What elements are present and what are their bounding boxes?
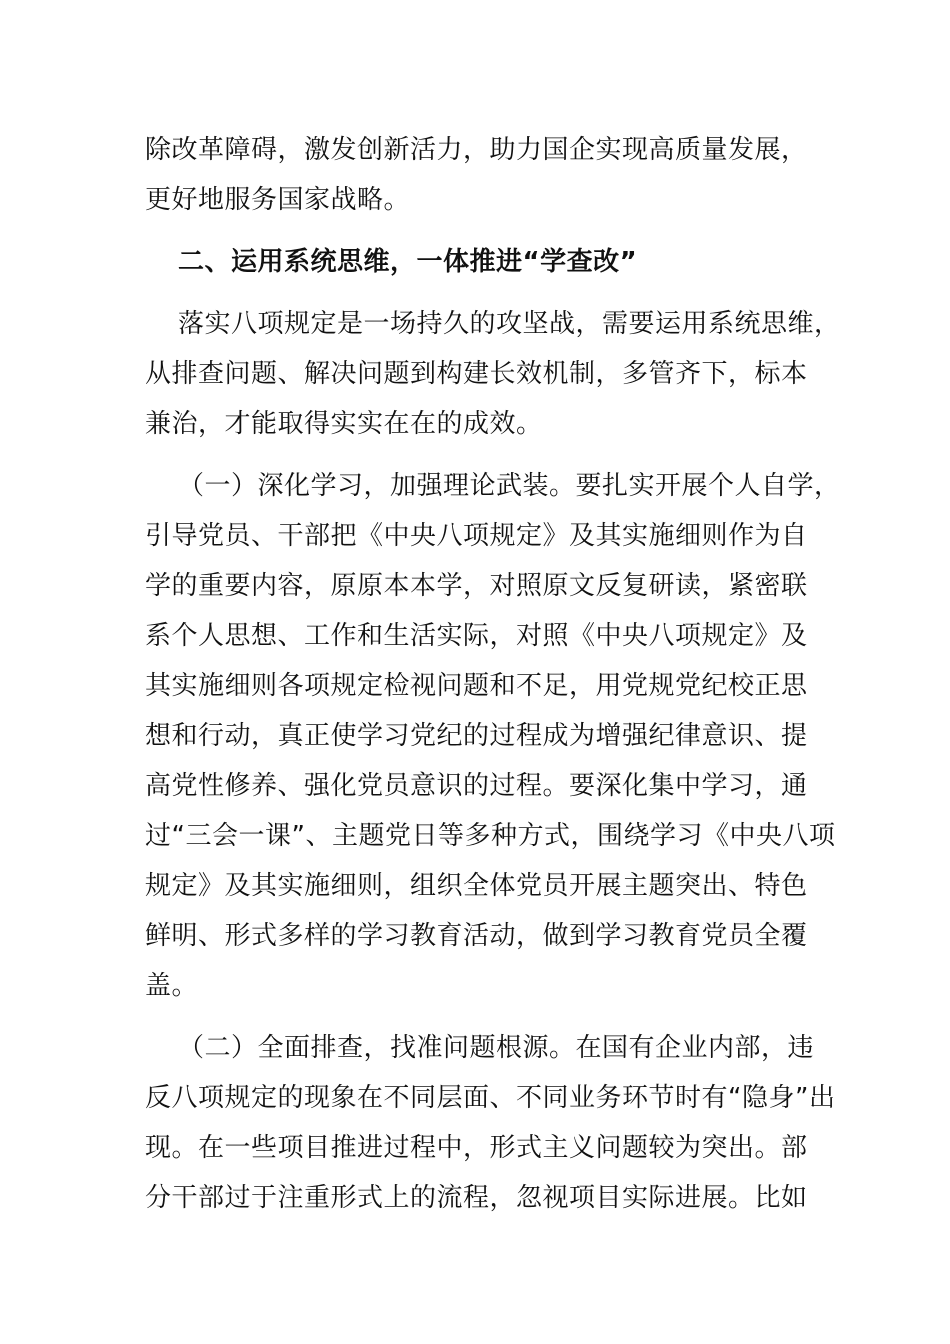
body-text-line: 其实施细则各项规定检视问题和不足，用党规党纪校正思 <box>145 671 808 701</box>
body-text-line: （二）全面排查，找准问题根源。在国有企业内部，违 <box>178 1033 815 1063</box>
body-text-line: 从排查问题、解决问题到构建长效机制，多管齐下，标本 <box>145 359 808 389</box>
body-text-line: 更好地服务国家战略。 <box>145 185 411 215</box>
body-text-line: 除改革障碍，激发创新活力，助力国企实现高质量发展， <box>145 135 808 165</box>
body-text-line: 鲜明、形式多样的学习教育活动，做到学习教育党员全覆 <box>145 921 808 951</box>
body-text-line: 兼治，才能取得实实在在的成效。 <box>145 409 543 439</box>
body-text-line: （一）深化学习，加强理论武装。要扎实开展个人自学， <box>178 471 841 501</box>
body-text-line: 规定》及其实施细则，组织全体党员开展主题突出、特色 <box>145 871 808 901</box>
body-text-line: 落实八项规定是一场持久的攻坚战，需要运用系统思维， <box>178 309 841 339</box>
body-text-line: 分干部过于注重形式上的流程，忽视项目实际进展。比如 <box>145 1183 808 1213</box>
body-text-line: 反八项规定的现象在不同层面、不同业务环节时有“隐身”出 <box>145 1083 836 1113</box>
body-text-line: 想和行动，真正使学习党纪的过程成为增强纪律意识、提 <box>145 721 808 751</box>
body-text-line: 高党性修养、强化党员意识的过程。要深化集中学习，通 <box>145 771 808 801</box>
body-text-line: 过“三会一课”、主题党日等多种方式，围绕学习《中央八项 <box>145 821 836 851</box>
section-heading: 二、运用系统思维，一体推进“学查改” <box>178 247 638 277</box>
body-text-line: 学的重要内容，原原本本学，对照原文反复研读，紧密联 <box>145 571 808 601</box>
body-text-line: 系个人思想、工作和生活实际，对照《中央八项规定》及 <box>145 621 808 651</box>
body-text-line: 引导党员、干部把《中央八项规定》及其实施细则作为自 <box>145 521 808 551</box>
body-text-line: 盖。 <box>145 971 199 1001</box>
body-text-line: 现。在一些项目推进过程中，形式主义问题较为突出。部 <box>145 1133 808 1163</box>
